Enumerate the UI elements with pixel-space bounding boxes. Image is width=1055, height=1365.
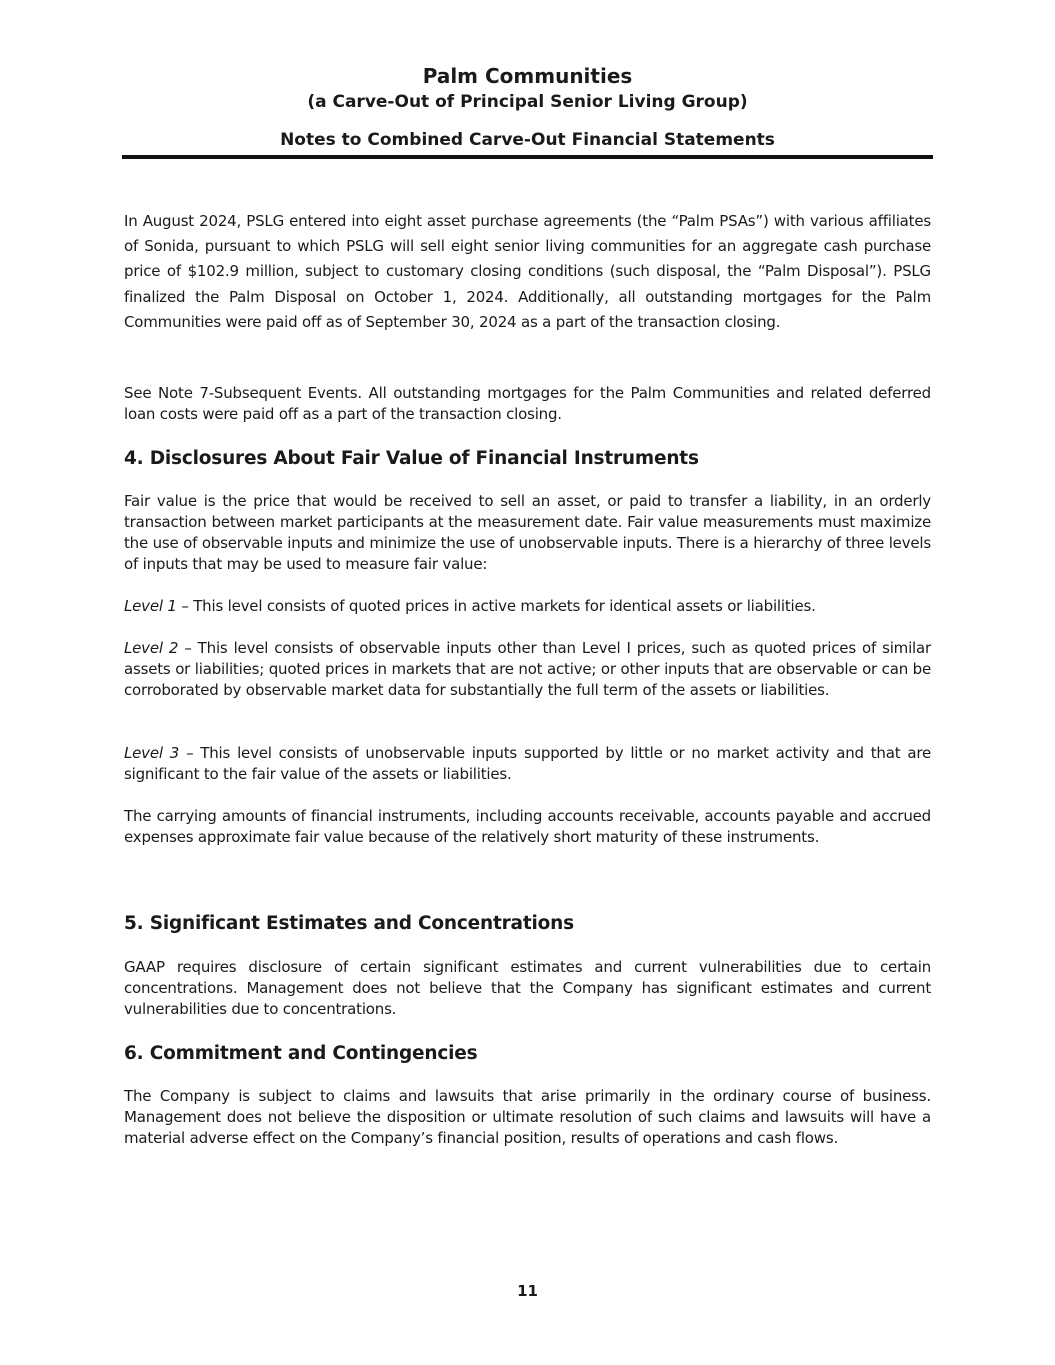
level-3-paragraph [124,743,931,785]
notes-title: Notes to Combined Carve-Out Financial Statements [280,130,775,150]
section-6-heading: 6. Commitment and Contingencies [124,1043,478,1064]
level-2-paragraph [124,638,931,701]
intro-paragraph-1: In August 2024, PSLG entered into eight asset purchase agreements (the “Palm PSAs”) with various affiliates of Sonida, pursuant to which PSLG will sell eight senior living communities for an aggregate cash purchase price of $102.9 million, subject to customary closing conditions (such disposal, the “Palm Disposal”). PSLG finalized the Palm Disposal on October 1, 2024. Additionally, all outstanding mortgages for the Palm Communities were paid off as of September 30, 2024 as a part of the transaction closing. [124,212,931,331]
level-1-label: Level 1 [124,597,177,615]
level-2-label: Level 2 [124,639,179,657]
fair-value-paragraph: Fair value is the price that would be received to sell an asset, or paid to transfer a liability, in an orderly transaction between market participants at the measurement date. Fair value measurements must maximize the use of observable inputs and minimize the use of unobservable inputs. There is a hierarchy of three levels of inputs that may be used to measure fair value: [124,492,931,573]
header-rule [122,155,933,159]
level-3-label: Level 3 [124,744,180,762]
section-5-heading: 5. Significant Estimates and Concentrations [124,913,574,934]
contingencies-paragraph: The Company is subject to claims and lawsuits that arise primarily in the ordinary course of business. Management does not believe the disposition or ultimate resolution of such claims and lawsuits will have a material adverse effect on the Company’s financial position, results of operations and cash flows. [124,1087,931,1147]
estimates-paragraph: GAAP requires disclosure of certain significant estimates and current vulnerabilities due to certain concentrations. Management does not believe that the Company has significant estimates and current vulnerabilities due to concentrations. [124,958,931,1018]
level-1-paragraph [124,596,931,617]
intro-paragraph-2: See Note 7-Subsequent Events. All outstanding mortgages for the Palm Communities and related deferred loan costs were paid off as a part of the transaction closing. [124,384,931,423]
page-header [0,62,1055,152]
level-3-text: – This level consists of unobservable inputs supported by little or no market activity and that are significant to the fair value of the assets or liabilities. [124,744,931,783]
level-1-text: – This level consists of quoted prices in active markets for identical assets or liabilities. [176,597,816,615]
section-4-heading: 4. Disclosures About Fair Value of Financial Instruments [124,448,699,469]
page-number: 11 [517,1282,538,1300]
level-2-text: – This level consists of observable inputs other than Level I prices, such as quoted prices of similar assets or liabilities; quoted prices in markets that are not active; or other inputs that are observable or can be corroborated by observable market data for substantially the full term of the assets or liabilities. [124,639,931,699]
carrying-amounts-paragraph: The carrying amounts of financial instruments, including accounts receivable, accounts payable and accrued expenses approximate fair value because of the relatively short maturity of these instruments. [124,807,931,846]
company-name: Palm Communities [422,64,633,88]
company-subtitle: (a Carve-Out of Principal Senior Living Group) [307,92,748,112]
